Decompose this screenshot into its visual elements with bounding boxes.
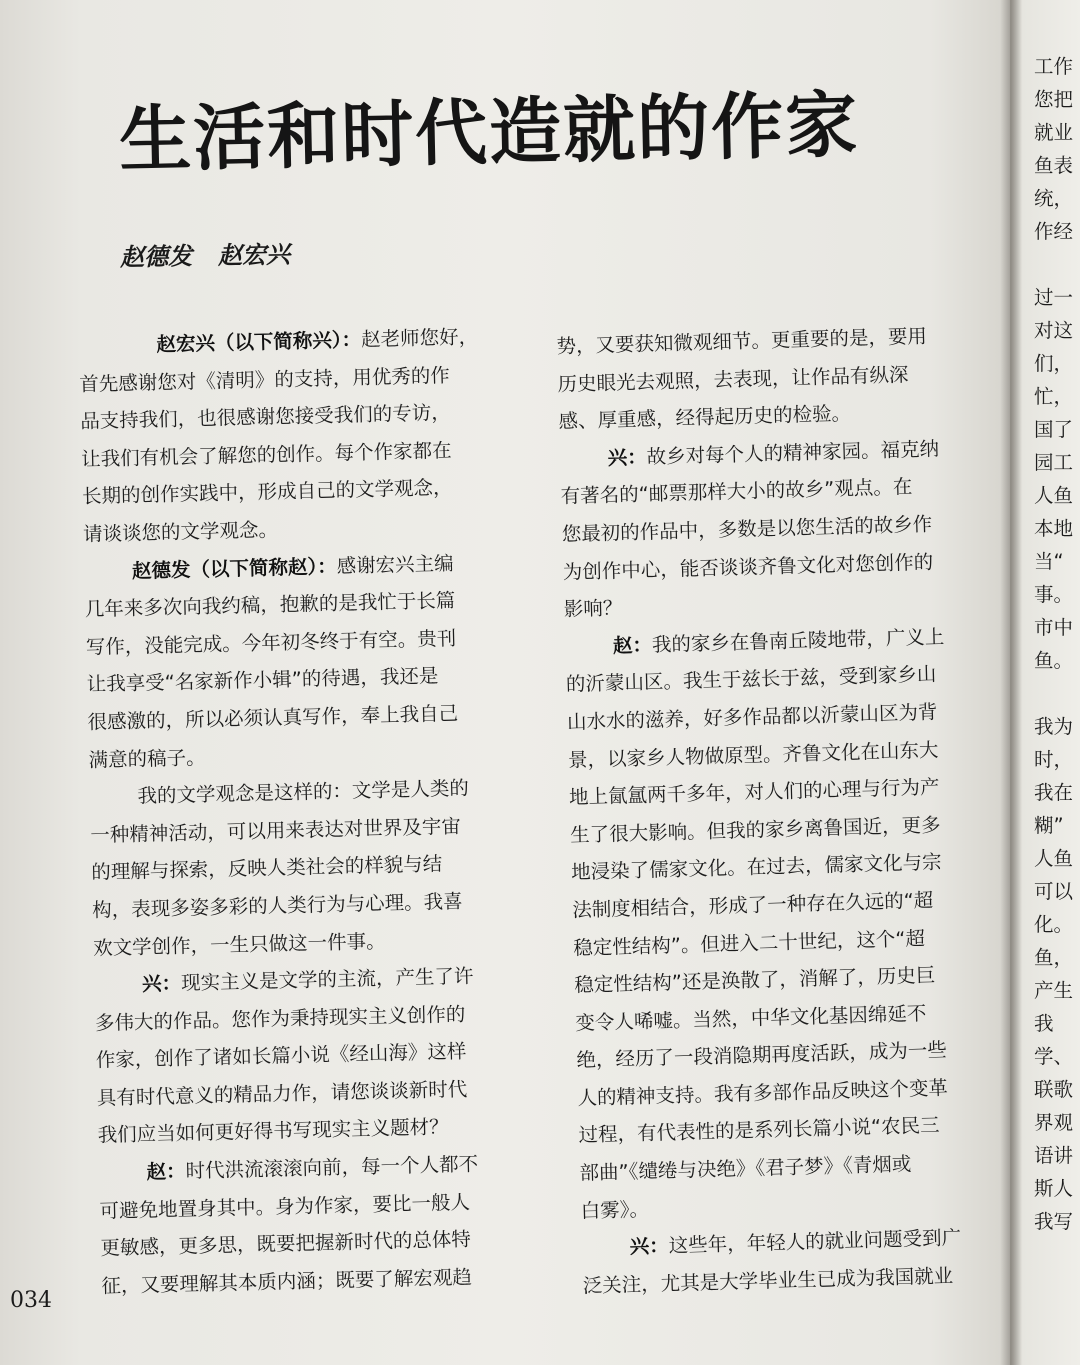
text-line: 可以 xyxy=(1034,880,1074,903)
text-line: 人鱼 xyxy=(1034,484,1074,507)
line-text: 赵老师您好， xyxy=(360,325,479,352)
line-text: 势，又要获知微观细节。更重要的是，要用 xyxy=(556,324,928,358)
line-text: 满意的稿子。 xyxy=(88,745,206,772)
text-line: 园工 xyxy=(1034,451,1074,474)
text-line: 鱼， xyxy=(1034,946,1074,969)
line-text: 故乡对每个人的精神家园。福克纳 xyxy=(646,437,940,469)
speaker-label: 赵： xyxy=(612,633,653,658)
line-text: 写作，没能完成。今年初冬终于有空。贵刊 xyxy=(85,626,457,659)
text-line: 统， xyxy=(1034,187,1074,210)
line-text: 山水水的滋养，好多作品都以沂蒙山区为背 xyxy=(566,700,938,734)
text-line: 当“ xyxy=(1034,550,1064,573)
text-line: 界观 xyxy=(1034,1111,1074,1134)
page-number: 034 xyxy=(10,1288,52,1313)
line-text: 人的精神支持。我有多部作品反映这个变革 xyxy=(577,1076,949,1110)
line-text: 我们应当如何更好得书写现实主义题材？ xyxy=(97,1115,449,1148)
text-line xyxy=(1034,677,1080,710)
text-line: 工作 xyxy=(1034,55,1074,78)
line-text: 作家，创作了诸如长篇小说《经山海》这样 xyxy=(95,1040,467,1073)
text-column-3-partial xyxy=(1034,50,1080,1238)
text-line: 作经 xyxy=(1034,220,1074,243)
text-line: 产生 xyxy=(1034,979,1074,1002)
text-line xyxy=(1034,248,1080,281)
text-line: 忙， xyxy=(1034,385,1074,408)
line-text: 泛关注，尤其是大学毕业生已成为我国就业 xyxy=(582,1264,954,1298)
line-text: 时代洪流滚滚向前，每一个人都不 xyxy=(185,1152,479,1183)
text-line: 们， xyxy=(1034,352,1074,375)
line-text: 具有时代意义的精品力作，请您谈谈新时代 xyxy=(96,1077,468,1110)
text-line: 时， xyxy=(1034,748,1074,771)
text-line: 我在 xyxy=(1034,781,1074,804)
text-line: 学、 xyxy=(1034,1045,1074,1068)
text-line: 鱼表 xyxy=(1034,154,1074,177)
author-line xyxy=(120,235,291,273)
speaker-label: 赵： xyxy=(146,1159,186,1184)
line-text: 感谢宏兴主编 xyxy=(336,551,454,578)
line-text: 构，表现多姿多彩的人类行为与心理。我喜 xyxy=(91,889,463,922)
line-text: 过程，有代表性的是系列长篇小说“农民三 xyxy=(578,1114,940,1148)
text-column-1 xyxy=(78,317,532,1305)
line-text: 请谈谈您的文学观念。 xyxy=(82,518,279,546)
line-text: 历史眼光去观照，去表现，让作品有纵深 xyxy=(557,362,909,396)
line-text: 长期的创作实践中，形成自己的文学观念， xyxy=(81,476,453,509)
text-line: 就业 xyxy=(1034,121,1074,144)
text-line: 斯人 xyxy=(1034,1177,1074,1200)
line-text: 现实主义是文学的主流，产生了许 xyxy=(180,964,474,995)
line-text: 法制度相结合，形成了一种存在久远的“超 xyxy=(571,888,934,922)
line-text: 的沂蒙山区。我生于兹长于兹，受到家乡山 xyxy=(565,662,937,697)
line-text: 您最初的作品中，多数是以您生活的故乡作 xyxy=(561,512,933,546)
text-line: 我 xyxy=(1034,1012,1054,1035)
line-text: 地浸染了儒家文化。在过去，儒家文化与宗 xyxy=(570,850,942,885)
line-text: 征，又要理解其本质内涵；既要了解宏观趋 xyxy=(101,1265,473,1298)
line-text: 首先感谢您对《清明》的支持，用优秀的作 xyxy=(79,363,451,396)
text-line: 市中 xyxy=(1034,616,1074,639)
line-text: 有著名的“邮票那样大小的故乡”观点。在 xyxy=(560,475,913,509)
text-line: 化。 xyxy=(1034,913,1074,936)
line-text: 绝，经历了一段消隐期再度活跃，成为一些 xyxy=(576,1038,948,1072)
author-1: 赵德发 xyxy=(119,241,193,272)
line-text: 稳定性结构”还是涣散了，消解了，历史巨 xyxy=(574,963,936,997)
text-line: 我为 xyxy=(1034,715,1074,738)
speaker-label: 兴： xyxy=(629,1234,670,1259)
line-text: 稳定性结构”。但进入二十世纪，这个“超 xyxy=(572,926,926,960)
line-text: 让我们有机会了解您的创作。每个作家都在 xyxy=(80,438,452,471)
text-column-2 xyxy=(556,317,983,1305)
line-text: 地上氤氲两千多年，对人们的心理与行为产 xyxy=(568,775,940,809)
text-line: 国了 xyxy=(1034,418,1074,441)
line-text: 让我享受“名家新作小辑”的待遇，我还是 xyxy=(86,664,439,697)
line-text: 部曲”《缱绻与决绝》《君子梦》《青烟或 xyxy=(579,1152,912,1185)
text-line: 联歌 xyxy=(1034,1078,1074,1101)
line-text: 影响？ xyxy=(563,596,623,622)
speaker-label: 赵宏兴（以下简称兴）： xyxy=(156,328,362,357)
article-title: 生活和时代造就的作家 xyxy=(118,81,860,182)
line-text: 很感激的，所以必须认真写作，奉上我自己 xyxy=(87,701,459,734)
line-text: 我的文学观念是这样的：文学是人类的 xyxy=(137,776,470,808)
text-line: 糊” xyxy=(1034,814,1064,837)
line-text: 这些年，年轻人的就业问题受到广 xyxy=(668,1226,962,1258)
text-line: 本地 xyxy=(1034,517,1074,540)
text-line: 语讲 xyxy=(1034,1144,1074,1167)
line-text: 可避免地置身其中。身为作家，要比一般人 xyxy=(99,1190,471,1223)
line-text: 品支持我们，也很感谢您接受我们的专访， xyxy=(80,401,451,434)
text-line: 鱼。 xyxy=(1034,649,1074,672)
speaker-label: 赵德发（以下简称赵）： xyxy=(131,554,337,583)
line-text: 更敏感，更多思，既要把握新时代的总体特 xyxy=(100,1227,472,1260)
text-line: 人鱼 xyxy=(1034,847,1074,870)
line-text: 景，以家乡人物做原型。齐鲁文化在山东大 xyxy=(567,738,939,772)
speaker-label: 兴： xyxy=(607,445,647,470)
line-text: 一种精神活动，可以用来表达对世界及宇宙 xyxy=(90,814,462,847)
line-text: 白雾》。 xyxy=(580,1197,650,1223)
line-text: 几年来多次向我约稿，抱歉的是我忙于长篇 xyxy=(84,589,456,622)
speaker-label: 兴： xyxy=(141,971,182,996)
line-text: 感、厚重感，经得起历史的检验。 xyxy=(558,401,852,434)
text-line: 您把 xyxy=(1034,88,1074,111)
line-text: 欢文学创作，一生只做这一件事。 xyxy=(92,929,386,960)
text-line: 我写 xyxy=(1034,1210,1074,1233)
author-2: 赵宏兴 xyxy=(217,239,291,270)
line-text: 的理解与探索，反映人类社会的样貌与结 xyxy=(91,852,443,885)
line-text: 生了很大影响。但我的家乡离鲁国近，更多 xyxy=(569,813,941,847)
line-text: 多伟大的作品。您作为秉持现实主义创作的 xyxy=(94,1002,466,1035)
text-line: 过一 xyxy=(1034,286,1074,309)
text-line: 事。 xyxy=(1034,583,1074,606)
line-text: 我的家乡在鲁南丘陵地带，广义上 xyxy=(651,625,945,657)
book-gutter xyxy=(1000,0,1022,1365)
text-line: 对这 xyxy=(1034,319,1074,342)
line-text: 为创作中心，能否谈谈齐鲁文化对您创作的 xyxy=(562,550,934,584)
line-text: 变令人唏嘘。当然，中华文化基因绵延不 xyxy=(575,1001,927,1035)
